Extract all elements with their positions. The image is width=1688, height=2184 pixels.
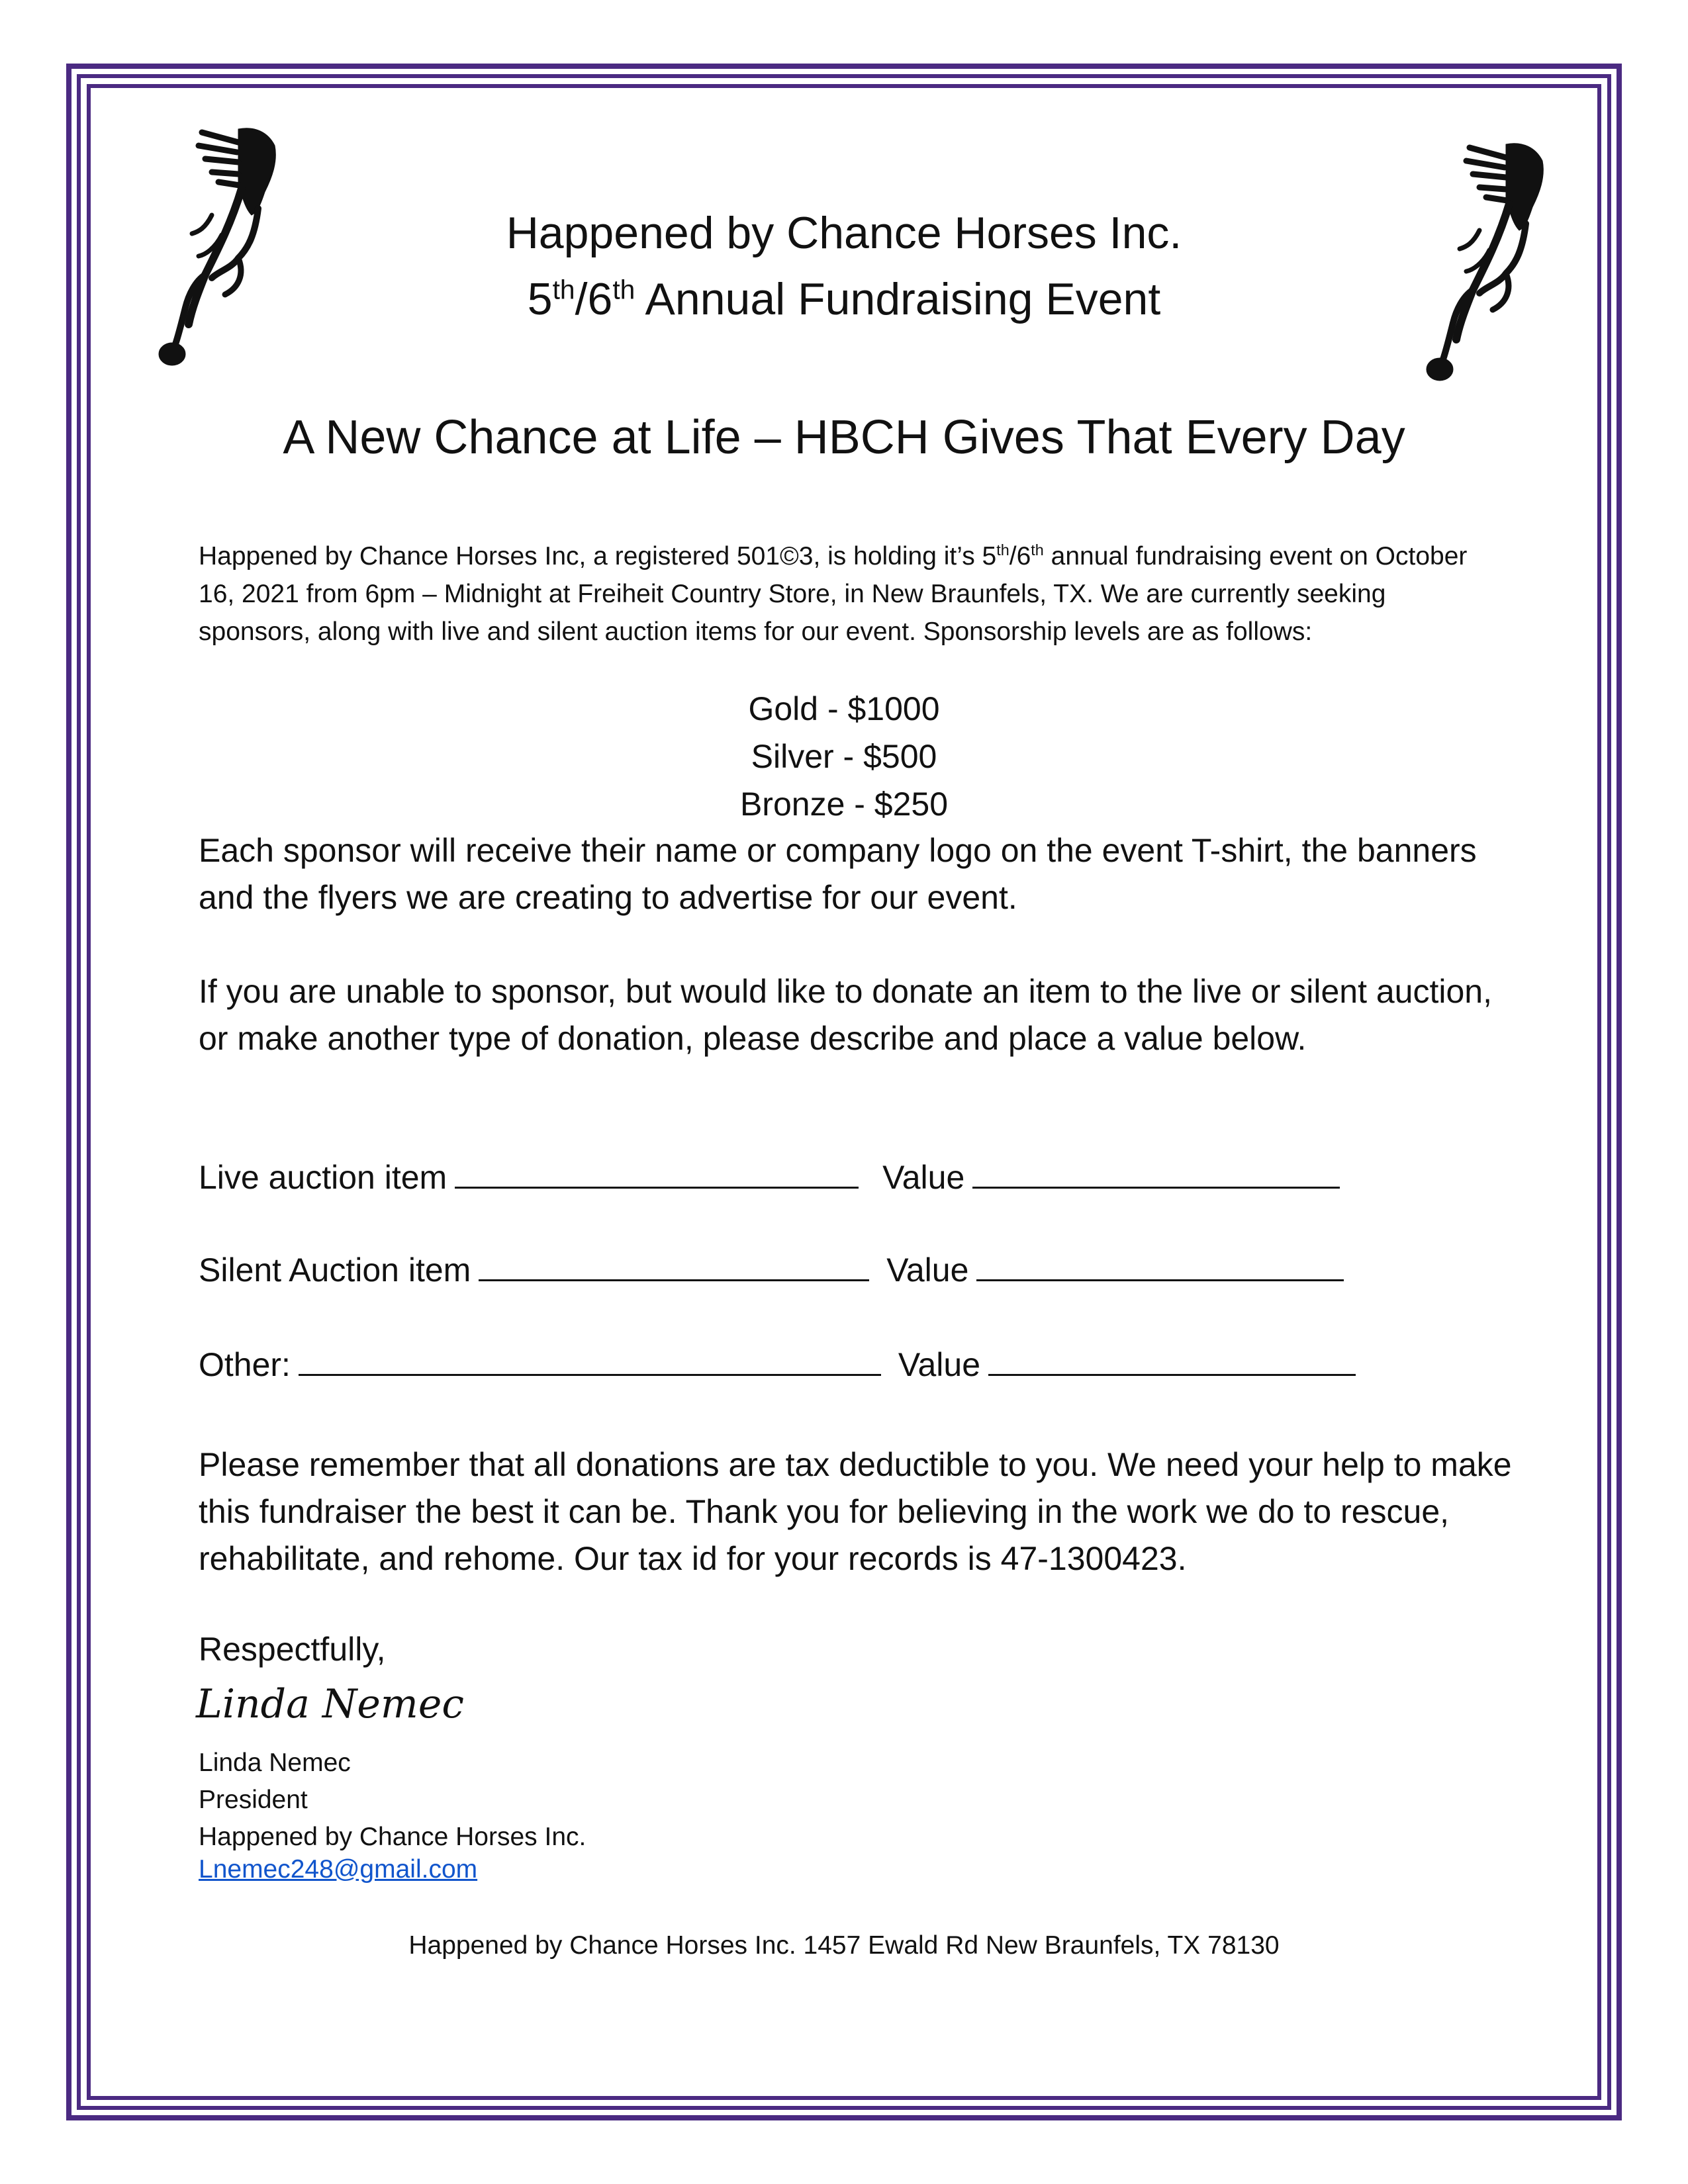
- other-value-label: Value: [898, 1346, 981, 1383]
- event-tagline: A New Chance at Life – HBCH Gives That Every Day: [283, 411, 1405, 464]
- signature: Linda Nemec: [196, 1681, 464, 1727]
- signer-org: Happened by Chance Horses Inc.: [199, 1823, 586, 1851]
- live-auction-item-blank[interactable]: [455, 1160, 859, 1189]
- sponsorship-levels: [0, 685, 1688, 828]
- footer-address: Happened by Chance Horses Inc. 1457 Ewald Rd New Braunfels, TX 78130: [408, 1931, 1280, 1960]
- signer-block: [199, 1745, 586, 1856]
- event-title: 5th/6th Annual Fundraising Event: [527, 274, 1161, 324]
- live-value-label: Value: [882, 1159, 965, 1196]
- silent-auction-label: Silent Auction item: [199, 1251, 471, 1289]
- signer-title: President: [199, 1786, 308, 1814]
- silent-auction-item-blank[interactable]: [479, 1253, 869, 1281]
- other-value-blank[interactable]: [988, 1347, 1356, 1376]
- other-item-blank[interactable]: [299, 1347, 881, 1376]
- sponsorship-level-bronze: Bronze - $250: [739, 786, 949, 823]
- other-label: Other:: [199, 1346, 291, 1383]
- sponsorship-level-gold: Gold - $1000: [748, 690, 940, 727]
- closing: Respectfully,: [199, 1631, 386, 1668]
- silent-value-blank[interactable]: [976, 1253, 1344, 1281]
- sponsorship-level-silver: Silver - $500: [751, 738, 937, 775]
- other-donation-row: [199, 1345, 1364, 1384]
- live-auction-row: [199, 1158, 1348, 1197]
- signer-name: Linda Nemec: [199, 1749, 351, 1777]
- tax-paragraph: Please remember that all donations are tax deductible to you. We need your help to make this fundraiser the best it can be. Thank you for believing in the work we do to rescue, rehabilitate, and rehome. Our tax id for your records is 47-1300423.: [199, 1446, 1512, 1577]
- rearing-horse-icon: [1407, 131, 1566, 396]
- live-value-blank[interactable]: [972, 1160, 1340, 1189]
- silent-value-label: Value: [886, 1251, 969, 1289]
- live-auction-label: Live auction item: [199, 1159, 447, 1196]
- intro-paragraph: Happened by Chance Horses Inc, a registered 501©3, is holding it’s 5th/6th annual fundraising event on October 16, 2021 from 6pm – Midnight at Freiheit Country Store, in New Braunfels, TX. We are currently seeking sponsors, along with live and silent auction items for our event. Sponsorship levels are as follows:: [199, 541, 1468, 646]
- silent-auction-row: [199, 1251, 1352, 1289]
- donation-paragraph: If you are unable to sponsor, but would like to donate an item to the live or silent auction, or make another type of donation, please describe and place a value below.: [199, 973, 1492, 1057]
- signer-email-link[interactable]: Lnemec248@gmail.com: [199, 1855, 478, 1884]
- sponsor-benefit-paragraph: Each sponsor will receive their name or company logo on the event T-shirt, the banners and the flyers we are creating to advertise for our event.: [199, 832, 1477, 916]
- org-title: Happened by Chance Horses Inc.: [506, 208, 1182, 258]
